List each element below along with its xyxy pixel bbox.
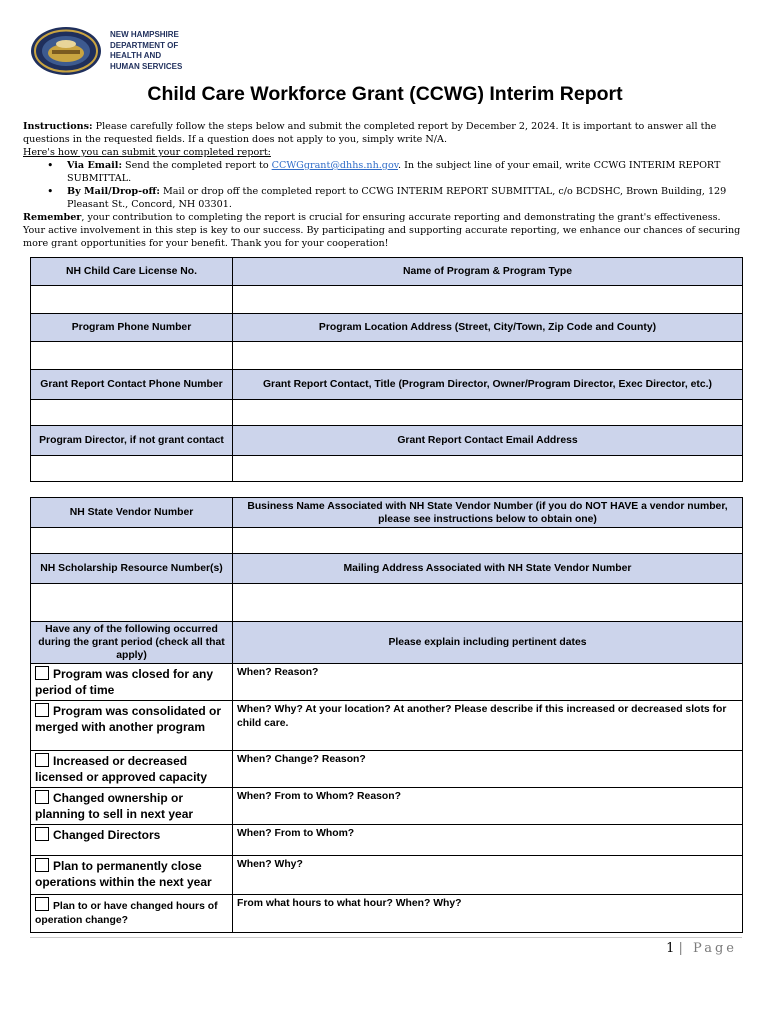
event-label: Plan to or have changed hours of operation change?: [35, 901, 218, 926]
event-label: Increased or decreased licensed or approved capacity: [35, 754, 208, 784]
phone-field[interactable]: [31, 342, 233, 370]
event-row-close-permanently: [31, 856, 233, 895]
mail-label: By Mail/Drop-off:: [67, 186, 160, 197]
email-link[interactable]: CCWGgrant@dhhs.nh.gov: [271, 160, 398, 171]
event-label: Changed ownership or planning to sell in next year: [35, 791, 194, 821]
scholarship-header: NH Scholarship Resource Number(s): [31, 554, 233, 584]
event-row-closed: [31, 664, 233, 701]
event-row-hours: [31, 895, 233, 933]
event-prompt[interactable]: When? Why?: [233, 856, 743, 895]
mailing-header: Mailing Address Associated with NH State Vendor Number: [233, 554, 743, 584]
contact-phone-field[interactable]: [31, 400, 233, 426]
email-label: Via Email:: [67, 160, 122, 171]
vendor-no-field[interactable]: [31, 528, 233, 554]
event-prompt[interactable]: When? Why? At your location? At another? Please describe if this increased or decreased slots for child care.: [233, 701, 743, 751]
nh-dhhs-seal-logo: [30, 26, 102, 76]
event-checkbox[interactable]: [35, 666, 49, 680]
remember-paragraph: [23, 211, 745, 250]
agency-line: HEALTH AND: [110, 51, 162, 60]
business-name-header: Business Name Associated with NH State Vendor Number (if you do NOT HAVE a vendor number, please see instructions below to obtain one): [233, 498, 743, 528]
contact-title-header: Grant Report Contact, Title (Program Director, Owner/Program Director, Exec Director, etc.): [233, 370, 743, 400]
agency-line: HUMAN SERVICES: [110, 61, 183, 71]
program-info-table: [30, 257, 743, 482]
event-prompt[interactable]: When? From to Whom? Reason?: [233, 788, 743, 825]
event-checkbox[interactable]: [35, 753, 49, 767]
address-header: Program Location Address (Street, City/Town, Zip Code and County): [233, 314, 743, 342]
vendor-events-table: [30, 497, 743, 933]
contact-email-field[interactable]: [233, 456, 743, 482]
page-number: [666, 941, 737, 956]
event-row-directors: [31, 825, 233, 856]
occurred-question-header: Have any of the following occurred during the grant period (check all that apply): [31, 622, 233, 664]
event-row-consolidated: [31, 701, 233, 751]
agency-line: DEPARTMENT OF: [110, 40, 179, 50]
event-label: Changed Directors: [53, 828, 161, 842]
method-email: [67, 159, 745, 185]
event-checkbox[interactable]: [35, 827, 49, 841]
remember-text: , your contribution to completing the report is crucial for ensuring accurate reporting and demonstrating the grant's effectiveness. Your active involvement in this step is key to our success. By participating and supporting accurate reporting, we enhance our chances of securing more grant opportunities for your benefit. Thank you for your cooperation!: [23, 212, 741, 249]
mailing-field[interactable]: [233, 584, 743, 622]
event-label: Program was closed for any period of time: [35, 667, 214, 697]
contact-title-field[interactable]: [233, 400, 743, 426]
event-prompt[interactable]: From what hours to what hour? When? Why?: [233, 895, 743, 933]
instructions-label: Instructions:: [23, 121, 93, 132]
email-text-post: . In the subject line of your email, write CCWG INTERIM REPORT SUBMITTAL.: [67, 160, 721, 184]
remember-label: Remember: [23, 212, 82, 223]
instructions-text: Please carefully follow the steps below and submit the completed report by December 2, 2024. It is important to answer all the questions in the requested fields. If a question does not apply to you, simply write N/A.: [23, 121, 717, 145]
phone-header: Program Phone Number: [31, 314, 233, 342]
license-no-field[interactable]: [31, 286, 233, 314]
event-row-capacity: [31, 751, 233, 788]
page-title: Child Care Workforce Grant (CCWG) Interim Report: [147, 83, 623, 105]
address-field[interactable]: [233, 342, 743, 370]
vendor-no-header: NH State Vendor Number: [31, 498, 233, 528]
director-header: Program Director, if not grant contact: [31, 426, 233, 456]
footer-divider: [30, 937, 742, 938]
event-label: Plan to permanently close operations within the next year: [35, 859, 212, 889]
contact-email-header: Grant Report Contact Email Address: [233, 426, 743, 456]
director-field[interactable]: [31, 456, 233, 482]
page-label: | Page: [678, 941, 737, 956]
submission-methods: [23, 159, 745, 211]
license-no-header: NH Child Care License No.: [31, 258, 233, 286]
business-name-field[interactable]: [233, 528, 743, 554]
explain-header: Please explain including pertinent dates: [233, 622, 743, 664]
instructions: [23, 120, 745, 250]
contact-phone-header: Grant Report Contact Phone Number: [31, 370, 233, 400]
event-checkbox[interactable]: [35, 897, 49, 911]
event-checkbox[interactable]: [35, 703, 49, 717]
mail-text: Mail or drop off the completed report to CCWG INTERIM REPORT SUBMITTAL, c/o BCDSHC, Brown Building, 129 Pleasant St., Concord, NH 03301.: [67, 186, 727, 210]
event-prompt[interactable]: When? From to Whom?: [233, 825, 743, 856]
agency-line: NEW HAMPSHIRE: [110, 30, 179, 39]
scholarship-field[interactable]: [31, 584, 233, 622]
event-prompt[interactable]: When? Change? Reason?: [233, 751, 743, 788]
how-to-submit: Here's how you can submit your completed report:: [23, 147, 271, 158]
page-number-value: 1: [666, 941, 675, 956]
agency-name: [110, 30, 182, 72]
event-checkbox[interactable]: [35, 858, 49, 872]
instructions-paragraph: [23, 120, 745, 146]
program-name-header: Name of Program & Program Type: [233, 258, 743, 286]
event-prompt[interactable]: When? Reason?: [233, 664, 743, 701]
event-checkbox[interactable]: [35, 790, 49, 804]
event-row-ownership: [31, 788, 233, 825]
method-mail: [67, 185, 745, 211]
email-text-pre: Send the completed report to: [122, 160, 272, 171]
program-name-field[interactable]: [233, 286, 743, 314]
event-label: Program was consolidated or merged with another program: [35, 704, 222, 734]
